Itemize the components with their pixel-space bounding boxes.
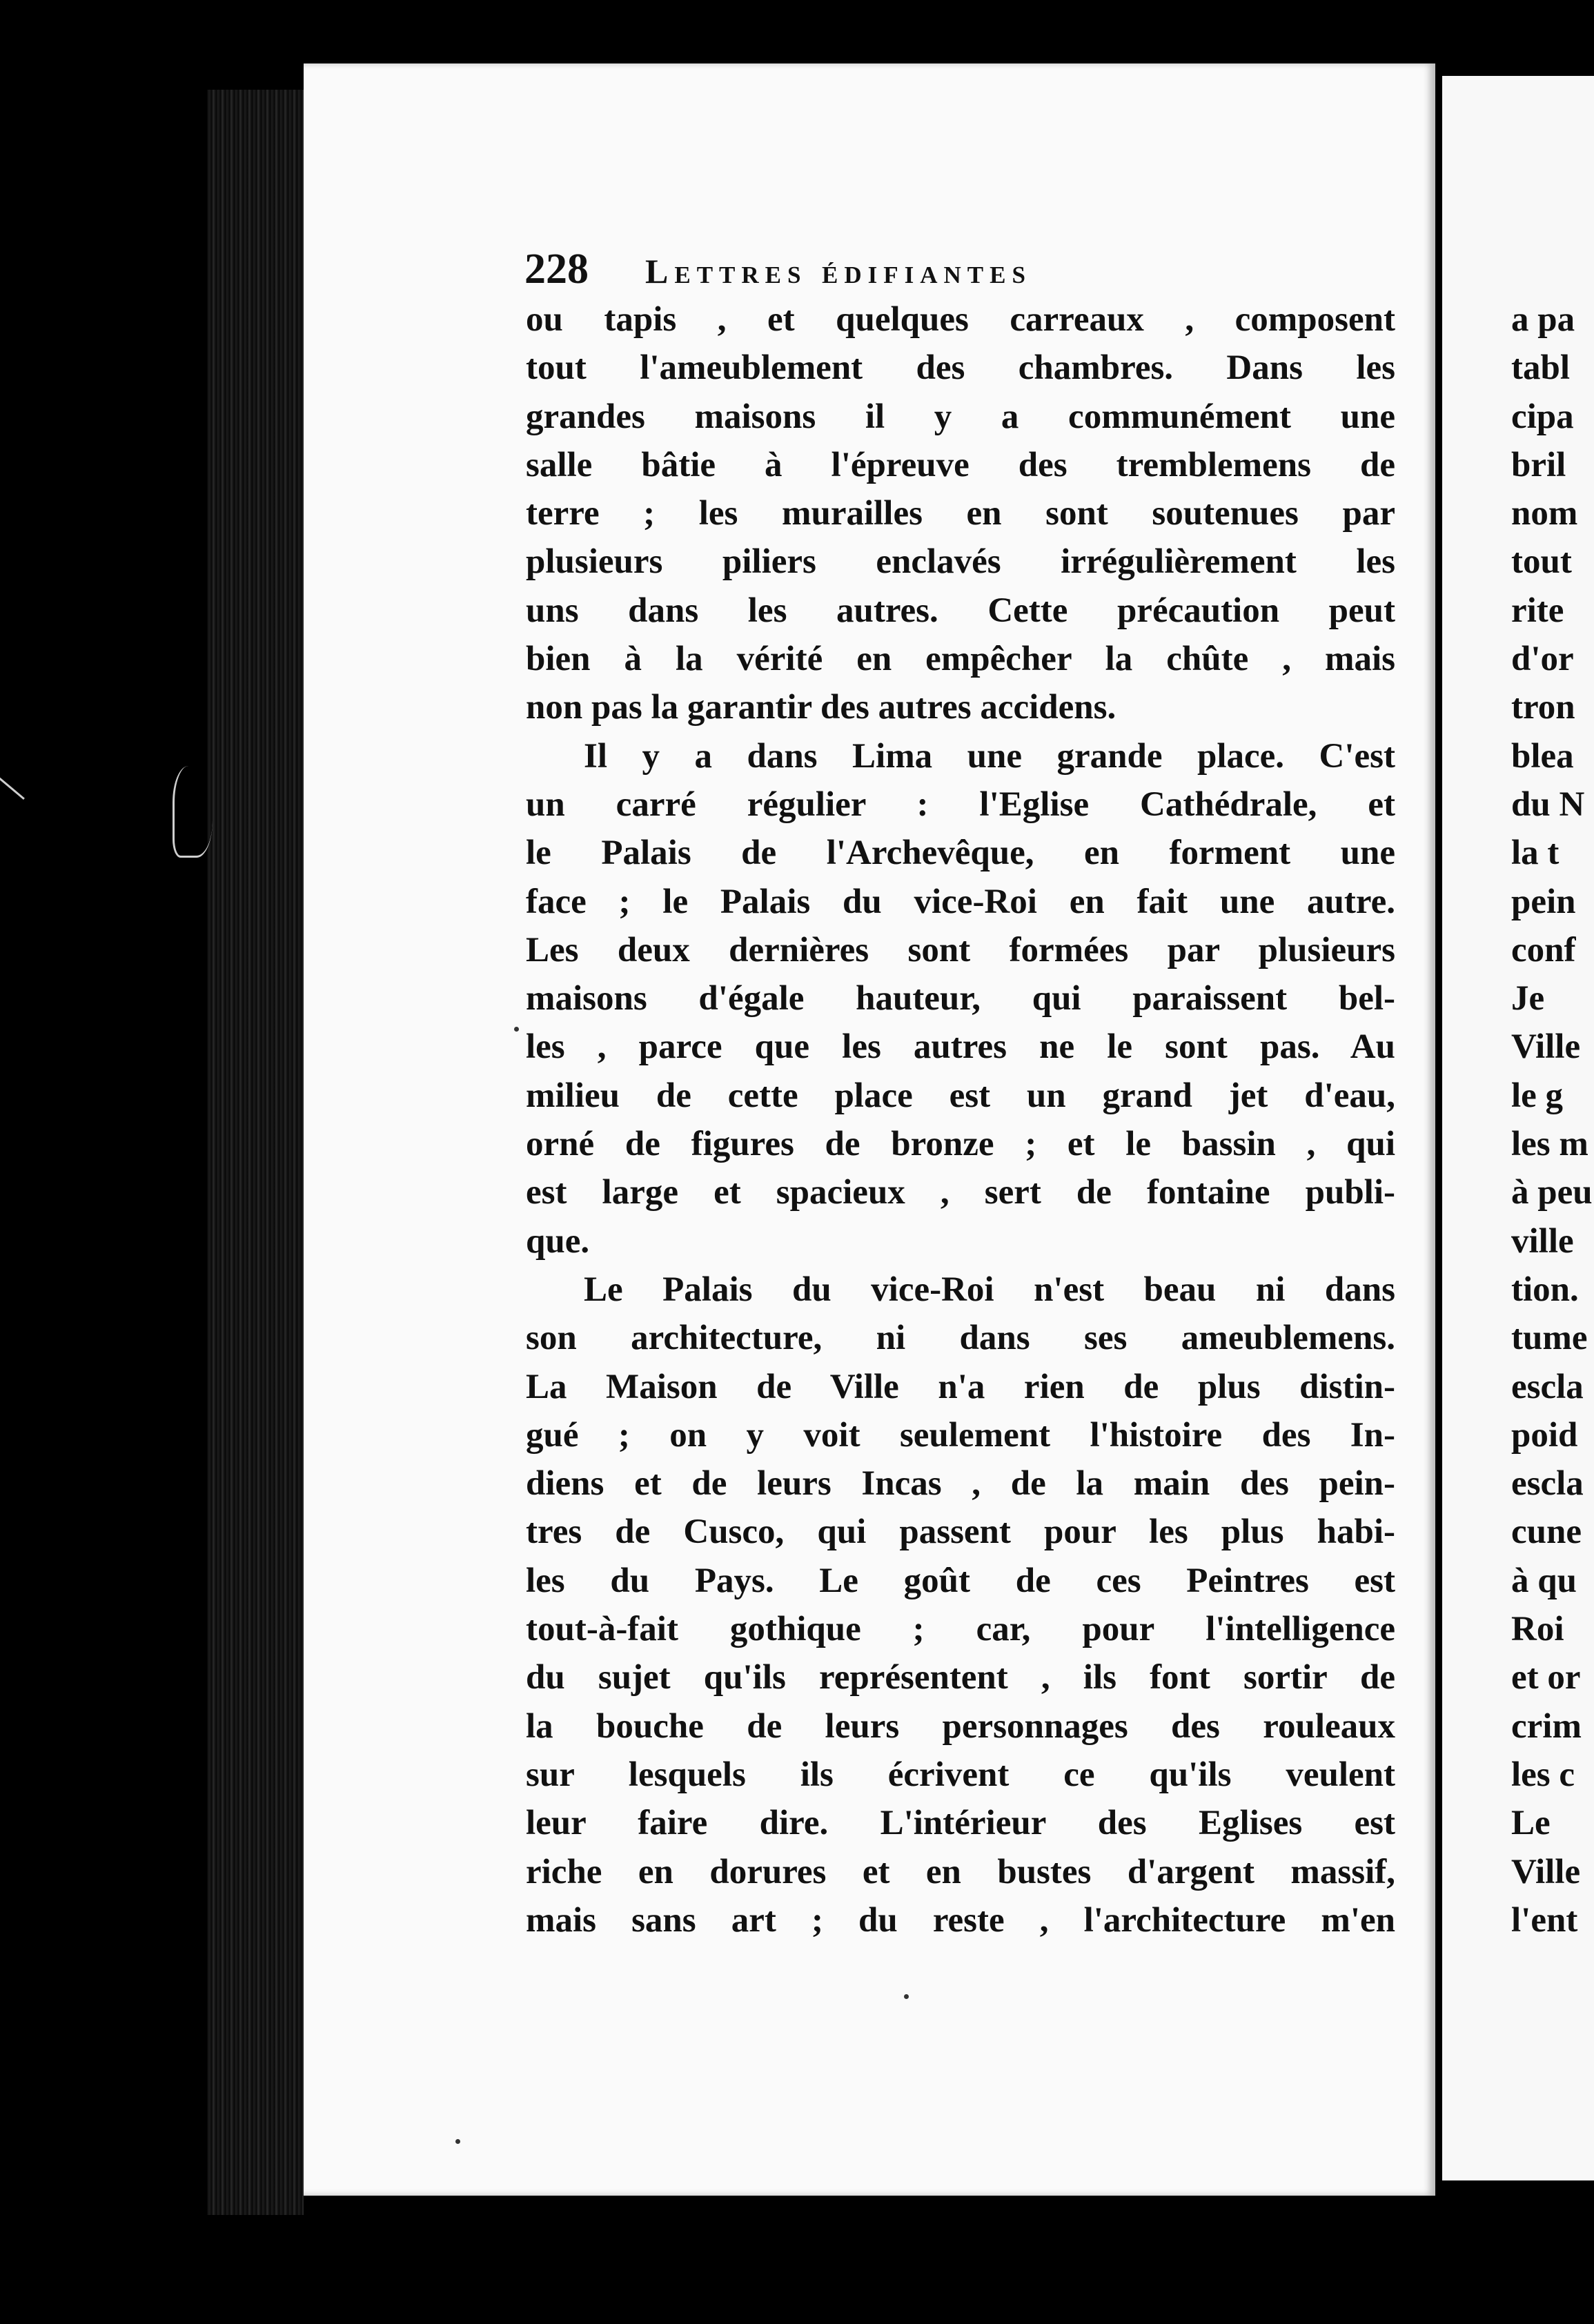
facing-line: d'or	[1511, 640, 1574, 679]
text-line: du sujet qu'ils représentent , ils font sortir de	[526, 1658, 1395, 1697]
text-line: plusieurs piliers enclavés irrégulièrement les	[526, 542, 1395, 582]
facing-line: les c	[1511, 1755, 1575, 1794]
page-edge-mark	[173, 766, 213, 858]
facing-line: tion.	[1511, 1270, 1579, 1309]
text-line: uns dans les autres. Cette précaution peut	[526, 591, 1395, 630]
text-line: la bouche de leurs personnages des rouleaux	[526, 1706, 1395, 1746]
facing-line: pein	[1511, 882, 1576, 921]
facing-line: cune	[1511, 1513, 1582, 1552]
facing-line: tron	[1511, 688, 1575, 727]
text-line: les du Pays. Le goût de ces Peintres est	[526, 1561, 1395, 1600]
facing-line: poid	[1511, 1415, 1578, 1455]
facing-line: Ville	[1511, 1852, 1581, 1891]
facing-line: Ville	[1511, 1027, 1581, 1067]
text-line: Il y a dans Lima une grande place. C'est	[584, 736, 1395, 776]
text-line: Le Palais du vice-Roi n'est beau ni dans	[584, 1270, 1395, 1309]
facing-line: bril	[1511, 445, 1566, 484]
text-line: salle bâtie à l'épreuve des tremblemens de	[526, 445, 1395, 484]
text-line: diens et de leurs Incas , de la main des pein-	[526, 1464, 1395, 1504]
facing-line: Le	[1511, 1804, 1551, 1843]
facing-line: Roi	[1511, 1610, 1564, 1649]
book-spine	[207, 90, 304, 2215]
text-line: orné de figures de bronze ; et le bassin , qui	[526, 1125, 1395, 1164]
facing-line: l'ent	[1511, 1900, 1578, 1940]
text-line: mais sans art ; du reste , l'architecture m'en	[526, 1900, 1395, 1940]
text-line: non pas la garantir des autres accidens.	[526, 688, 1116, 727]
facing-page-text	[1511, 295, 1593, 1944]
facing-line: conf	[1511, 930, 1576, 969]
text-line: ou tapis , et quelques carreaux , composent	[526, 300, 1395, 339]
facing-line: tabl	[1511, 348, 1571, 388]
facing-line: crim	[1511, 1706, 1582, 1746]
facing-line: blea	[1511, 736, 1574, 776]
ink-speck	[455, 2139, 460, 2144]
facing-line: à qu	[1511, 1561, 1577, 1600]
text-line: terre ; les murailles en sont soutenues par	[526, 494, 1395, 533]
facing-line: rite	[1511, 591, 1564, 630]
facing-line: tume	[1511, 1319, 1588, 1358]
facing-line: à peu	[1511, 1173, 1593, 1212]
text-line: un carré régulier : l'Eglise Cathédrale, et	[526, 785, 1395, 824]
text-line: le Palais de l'Archevêque, en forment une	[526, 834, 1395, 873]
facing-line: la t	[1511, 834, 1559, 873]
facing-line: et or	[1511, 1658, 1581, 1697]
text-line: maisons d'égale hauteur, qui paraissent bel-	[526, 979, 1395, 1018]
text-line: riche en dorures et en bustes d'argent massif,	[526, 1852, 1395, 1891]
facing-line: les m	[1511, 1125, 1588, 1164]
page-body	[526, 295, 1395, 1944]
facing-line: ville	[1511, 1221, 1574, 1261]
text-line: La Maison de Ville n'a rien de plus distin-	[526, 1367, 1395, 1406]
facing-line: nom	[1511, 494, 1578, 533]
facing-line: escla	[1511, 1464, 1584, 1504]
facing-line: Je	[1511, 979, 1545, 1018]
running-title: Lettres édifiantes	[645, 252, 1032, 290]
ink-speck	[514, 1027, 519, 1032]
facing-line: le g	[1511, 1076, 1564, 1115]
page-number: 228	[524, 246, 589, 293]
facing-line: du N	[1511, 785, 1585, 824]
text-line: est large et spacieux , sert de fontaine publi-	[526, 1173, 1395, 1212]
text-line: Les deux dernières sont formées par plusieurs	[526, 930, 1395, 969]
text-line: grandes maisons il y a communément une	[526, 397, 1395, 436]
page-header	[524, 245, 1032, 294]
text-line: bien à la vérité en empêcher la chûte , mais	[526, 640, 1395, 679]
text-line: leur faire dire. L'intérieur des Eglises est	[526, 1804, 1395, 1843]
text-line: face ; le Palais du vice-Roi en fait une autre.	[526, 882, 1395, 921]
facing-line: a pa	[1511, 300, 1575, 339]
text-line: tres de Cusco, qui passent pour les plus habi-	[526, 1513, 1395, 1552]
facing-line: cipa	[1511, 397, 1574, 436]
text-line: les , parce que les autres ne le sont pas. Au	[526, 1027, 1395, 1067]
text-line: milieu de cette place est un grand jet d'eau,	[526, 1076, 1395, 1115]
facing-line: tout	[1511, 542, 1572, 582]
text-line: son architecture, ni dans ses ameublemens.	[526, 1319, 1395, 1358]
ink-speck	[904, 1994, 909, 1999]
text-line: sur lesquels ils écrivent ce qu'ils veulent	[526, 1755, 1395, 1794]
text-line: gué ; on y voit seulement l'histoire des In-	[526, 1415, 1395, 1455]
facing-line: escla	[1511, 1367, 1584, 1406]
text-line: tout l'ameublement des chambres. Dans les	[526, 348, 1395, 388]
page-edge-mark	[0, 720, 60, 800]
text-line: tout-à-fait gothique ; car, pour l'intelligence	[526, 1610, 1395, 1649]
text-line: que.	[526, 1221, 590, 1261]
